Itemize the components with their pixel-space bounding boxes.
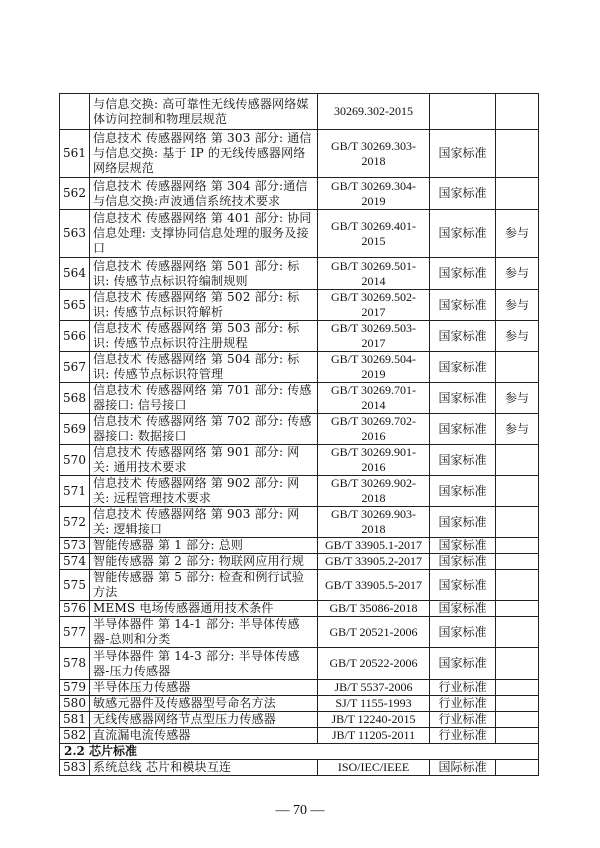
standard-name: 半导体器件 第 14-3 部分: 半导体传感器-压力传感器 (90, 648, 318, 680)
standard-name: 信息技术 传感器网络 第 701 部分: 传感器接口: 信号接口 (90, 383, 318, 414)
table-row (60, 680, 539, 696)
standard-code: ISO/IEC/IEEE (318, 760, 430, 776)
standard-category: 国家标准 (430, 414, 496, 445)
standard-code: GB/T 35086-2018 (318, 601, 430, 617)
row-number: 574 (60, 554, 90, 570)
row-number: 579 (60, 680, 90, 696)
standard-code: GB/T 30269.903-2018 (318, 507, 430, 538)
standard-code: GB/T 30269.501-2014 (318, 258, 430, 290)
standard-code: GB/T 30269.702-2016 (318, 414, 430, 445)
table-row (60, 601, 539, 617)
row-number: 572 (60, 507, 90, 538)
standard-name: 信息技术 传感器网络 第 304 部分:通信与信息交换:声波通信系统技术要求 (90, 178, 318, 210)
standard-category: 行业标准 (430, 680, 496, 696)
participation-mark (496, 178, 539, 210)
section-row (60, 744, 539, 760)
standard-category: 国家标准 (430, 601, 496, 617)
standard-name: 与信息交换: 高可靠性无线传感器网络媒体访问控制和物理层规范 (90, 94, 318, 130)
standard-name: 信息技术 传感器网络 第 303 部分: 通信与信息交换: 基于 IP 的无线传感器网络网络层规范 (90, 130, 318, 178)
participation-mark (496, 601, 539, 617)
standard-code: GB/T 33905.5-2017 (318, 570, 430, 601)
standard-name: 信息技术 传感器网络 第 401 部分: 协同信息处理: 支撑协同信息处理的服务及接口 (90, 210, 318, 258)
standard-name: 信息技术 传感器网络 第 503 部分: 标识: 传感节点标识符注册规程 (90, 321, 318, 352)
participation-mark (496, 728, 539, 744)
standard-category: 国家标准 (430, 507, 496, 538)
section-title: 2.2 芯片标准 (60, 744, 539, 760)
standard-name: 智能传感器 第 5 部分: 检查和例行试验方法 (90, 570, 318, 601)
table-row (60, 696, 539, 712)
table-row (60, 760, 539, 776)
row-number: 582 (60, 728, 90, 744)
participation-mark (496, 445, 539, 476)
standard-name: 信息技术 传感器网络 第 901 部分: 网关: 通用技术要求 (90, 445, 318, 476)
standard-name: 无线传感器网络节点型压力传感器 (90, 712, 318, 728)
row-number: 578 (60, 648, 90, 680)
row-number: 577 (60, 617, 90, 648)
standard-name: 直流漏电流传感器 (90, 728, 318, 744)
table-row (60, 258, 539, 290)
participation-mark (496, 570, 539, 601)
standard-code: GB/T 30269.901-2016 (318, 445, 430, 476)
participation-mark (496, 94, 539, 130)
table-row (60, 507, 539, 538)
table-row (60, 94, 539, 130)
participation-mark (496, 712, 539, 728)
standard-category: 国际标准 (430, 760, 496, 776)
table-row (60, 414, 539, 445)
table-row (60, 352, 539, 383)
table-row (60, 210, 539, 258)
participation-mark (496, 696, 539, 712)
standard-code: GB/T 30269.504-2019 (318, 352, 430, 383)
row-number: 570 (60, 445, 90, 476)
standard-code: GB/T 20521-2006 (318, 617, 430, 648)
standard-name: 半导体压力传感器 (90, 680, 318, 696)
standard-category: 国家标准 (430, 178, 496, 210)
standard-name: 智能传感器 第 2 部分: 物联网应用行规 (90, 554, 318, 570)
standard-name: 信息技术 传感器网络 第 502 部分: 标识: 传感节点标识符解析 (90, 290, 318, 321)
row-number: 583 (60, 760, 90, 776)
table-row (60, 554, 539, 570)
standard-category (430, 94, 496, 130)
row-number: 568 (60, 383, 90, 414)
table-row (60, 178, 539, 210)
standard-category: 国家标准 (430, 130, 496, 178)
standard-name: 智能传感器 第 1 部分: 总则 (90, 538, 318, 554)
row-number: 566 (60, 321, 90, 352)
standard-category: 国家标准 (430, 648, 496, 680)
table-row (60, 130, 539, 178)
row-number: 564 (60, 258, 90, 290)
participation-mark (496, 617, 539, 648)
participation-mark: 参与 (496, 290, 539, 321)
standard-code: GB/T 20522-2006 (318, 648, 430, 680)
row-number: 576 (60, 601, 90, 617)
standard-name: 半导体器件 第 14-1 部分: 半导体传感器-总则和分类 (90, 617, 318, 648)
table-row (60, 383, 539, 414)
table-row (60, 476, 539, 507)
standard-name: 信息技术 传感器网络 第 702 部分: 传感器接口: 数据接口 (90, 414, 318, 445)
standard-category: 国家标准 (430, 321, 496, 352)
row-number: 580 (60, 696, 90, 712)
standard-name: 信息技术 传感器网络 第 903 部分: 网关: 逻辑接口 (90, 507, 318, 538)
standard-code: JB/T 11205-2011 (318, 728, 430, 744)
standard-code: GB/T 30269.701-2014 (318, 383, 430, 414)
standard-name: MEMS 电场传感器通用技术条件 (90, 601, 318, 617)
participation-mark: 参与 (496, 321, 539, 352)
row-number: 565 (60, 290, 90, 321)
row-number: 571 (60, 476, 90, 507)
standard-code: JB/T 12240-2015 (318, 712, 430, 728)
standard-name: 信息技术 传感器网络 第 902 部分: 网关: 远程管理技术要求 (90, 476, 318, 507)
table-row (60, 321, 539, 352)
standard-category: 行业标准 (430, 696, 496, 712)
participation-mark: 参与 (496, 258, 539, 290)
participation-mark (496, 507, 539, 538)
participation-mark: 参与 (496, 210, 539, 258)
standard-category: 国家标准 (430, 570, 496, 601)
row-number: 562 (60, 178, 90, 210)
standard-name: 信息技术 传感器网络 第 501 部分: 标识: 传感节点标识符编制规则 (90, 258, 318, 290)
table-row (60, 712, 539, 728)
table-row (60, 728, 539, 744)
standard-code: GB/T 30269.401-2015 (318, 210, 430, 258)
standard-code: GB/T 30269.502-2017 (318, 290, 430, 321)
table-row (60, 617, 539, 648)
table-row (60, 445, 539, 476)
standard-category: 行业标准 (430, 712, 496, 728)
standard-code: GB/T 30269.902-2018 (318, 476, 430, 507)
standard-category: 行业标准 (430, 728, 496, 744)
standards-table (59, 93, 539, 776)
standard-category: 国家标准 (430, 476, 496, 507)
table-row (60, 648, 539, 680)
row-number: 581 (60, 712, 90, 728)
standard-name: 系统总线 芯片和模块互连 (90, 760, 318, 776)
row-number: 569 (60, 414, 90, 445)
table-row (60, 538, 539, 554)
participation-mark (496, 760, 539, 776)
standard-category: 国家标准 (430, 352, 496, 383)
standard-category: 国家标准 (430, 258, 496, 290)
standard-category: 国家标准 (430, 617, 496, 648)
standard-category: 国家标准 (430, 210, 496, 258)
participation-mark (496, 538, 539, 554)
row-number: 561 (60, 130, 90, 178)
standard-category: 国家标准 (430, 445, 496, 476)
table-row (60, 290, 539, 321)
standard-category: 国家标准 (430, 383, 496, 414)
row-number: 563 (60, 210, 90, 258)
standard-code: GB/T 30269.503-2017 (318, 321, 430, 352)
participation-mark (496, 554, 539, 570)
row-number: 567 (60, 352, 90, 383)
standard-code: SJ/T 1155-1993 (318, 696, 430, 712)
standard-code: 30269.302-2015 (318, 94, 430, 130)
standard-name: 敏感元器件及传感器型号命名方法 (90, 696, 318, 712)
standard-name: 信息技术 传感器网络 第 504 部分: 标识: 传感节点标识符管理 (90, 352, 318, 383)
standard-code: GB/T 30269.303-2018 (318, 130, 430, 178)
participation-mark (496, 130, 539, 178)
standard-code: GB/T 33905.1-2017 (318, 538, 430, 554)
participation-mark: 参与 (496, 414, 539, 445)
standard-category: 国家标准 (430, 290, 496, 321)
standard-code: GB/T 30269.304-2019 (318, 178, 430, 210)
page-number: — 70 — (275, 803, 325, 818)
standard-code: GB/T 33905.2-2017 (318, 554, 430, 570)
row-number: 575 (60, 570, 90, 601)
standard-category: 国家标准 (430, 554, 496, 570)
participation-mark (496, 680, 539, 696)
table-row (60, 570, 539, 601)
row-number: 573 (60, 538, 90, 554)
participation-mark (496, 476, 539, 507)
table-body (60, 94, 539, 776)
standard-category: 国家标准 (430, 538, 496, 554)
row-number (60, 94, 90, 130)
standard-code: JB/T 5537-2006 (318, 680, 430, 696)
participation-mark (496, 352, 539, 383)
participation-mark: 参与 (496, 383, 539, 414)
participation-mark (496, 648, 539, 680)
